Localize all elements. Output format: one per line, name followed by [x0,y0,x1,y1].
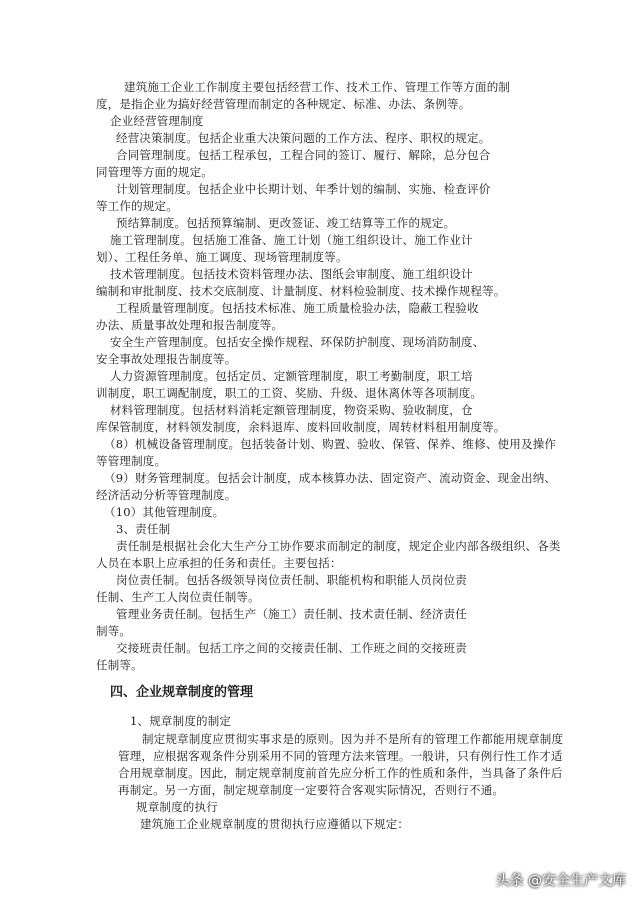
paragraph-line: 管理业务责任制。包括生产（施工）责任制、技术责任制、经济责任 [116,607,467,621]
paragraph-line: 库保管制度，材料领发制度，余料退库、废料回收制度，周转材料租用制度等。 [96,420,506,434]
paragraph-line: 办法、质量事故处理和报告制度等。 [96,318,284,332]
paragraph-line: 建筑施工企业工作制度主要包括经营工作、技术工作、管理工作等方面的制 [124,80,511,94]
paragraph-line: 岗位责任制。包括各级领导岗位责任制、职能机构和职能人员岗位责 [116,573,467,587]
paragraph-line: 规章制度的执行 [136,800,218,814]
paragraph-line: 工程质量管理制度。包括技术标准、施工质量检验办法，隐蔽工程验收 [116,301,479,315]
paragraph-line: 材料管理制度。包括材料消耗定额管理制度，物资采购、验收制度，仓 [110,403,473,417]
paragraph-line: 技术管理制度。包括技术资料管理办法、图纸会审制度、施工组织设计 [110,267,473,281]
paragraph-line: 等管理制度。 [96,454,167,468]
paragraph-line: 预结算制度。包括预算编制、更改签证、竣工结算等工作的规定。 [116,216,456,230]
paragraph-line: 建筑施工企业规章制度的贯彻执行应遵循以下规定： [140,817,410,831]
paragraph-line: 责任制是根据社会化大生产分工协作要求而制定的制度，规定企业内部各级组织、各类 [116,539,561,553]
paragraph-line: 任制、生产工人岗位责任制等。 [96,590,260,604]
paragraph-line: 再制定。另一方面，制定规章制度一定要符合客观实际情况，否则行不通。 [118,783,505,797]
paragraph-line: 安全事故处理报告制度等。 [96,352,237,366]
paragraph-line: （10）其他管理制度。 [104,505,225,519]
watermark-text: 头条 @安全生产文库 [495,873,626,889]
paragraph-line: 同管理等方面的规定。 [96,165,213,179]
paragraph-line: 划）、工程任务单、施工调度、现场管理制度等。 [96,250,348,264]
paragraph-line: 施工管理制度。包括施工准备、施工计划（施工组织设计、施工作业计 [110,233,473,247]
paragraph-line: 人力资源管理制度。包括定员、定额管理制度，职工考勤制度，职工培 [110,369,473,383]
paragraph-line: 合同管理制度。包括工程承包，工程合同的签订、履行、解除，总分包合 [116,148,491,162]
paragraph-line: 等工作的规定。 [96,199,178,213]
paragraph-line: （8）机械设备管理制度。包括装备计划、购置、验收、保管、保养、维修、使用及操作 [104,437,557,451]
paragraph-line: 度，是指企业为搞好经营管理而制定的各种规定、标准、办法、条例等。 [96,97,471,111]
paragraph-line: 经营决策制度。包括企业重大决策问题的工作方法、程序、职权的规定。 [116,131,491,145]
section-heading: 四、企业规章制度的管理 [110,685,254,700]
paragraph-line: 制等。 [96,624,132,638]
paragraph-line: 管理，应根据客观条件分别采用不同的管理方法来管理。一般讲，只有例行性工作才适 [118,749,563,763]
paragraph-line: 安全生产管理制度。包括安全操作规程、环保防护制度、现场消防制度、 [110,335,485,349]
paragraph-line: 编制和审批制度、技术交底制度、计量制度、材料检验制度、技术操作规程等。 [96,284,506,298]
paragraph-line: （9）财务管理制度。包括会计制度，成本核算办法、固定资产、流动资金、现金出纳、 [104,471,557,485]
paragraph-line: 交接班责任制。包括工序之间的交接责任制、工作班之间的交接班责 [116,641,467,655]
paragraph-line: 人员在本职上应承担的任务和责任。主要包括： [96,556,342,570]
paragraph-line: 1、规章制度的制定 [130,714,232,728]
paragraph-line: 3、责任制 [116,522,171,536]
paragraph-line: 合用规章制度。因此，制定规章制度前首先应分析工作的性质和条件，当具备了条件后 [118,766,563,780]
paragraph-line: 企业经营管理制度 [110,114,204,128]
paragraph-line: 训制度，职工调配制度，职工的工资、奖励、升级、退休离休等各项制度。 [96,386,483,400]
paragraph-line: 经济活动分析等管理制度。 [96,488,237,502]
paragraph-line: 任制等。 [96,658,143,672]
paragraph-line: 计划管理制度。包括企业中长期计划、年季计划的编制、实施、检查评价 [116,182,491,196]
paragraph-line: 制定规章制度应贯彻实事求是的原则。因为并不是所有的管理工作都能用规章制度 [142,732,564,746]
